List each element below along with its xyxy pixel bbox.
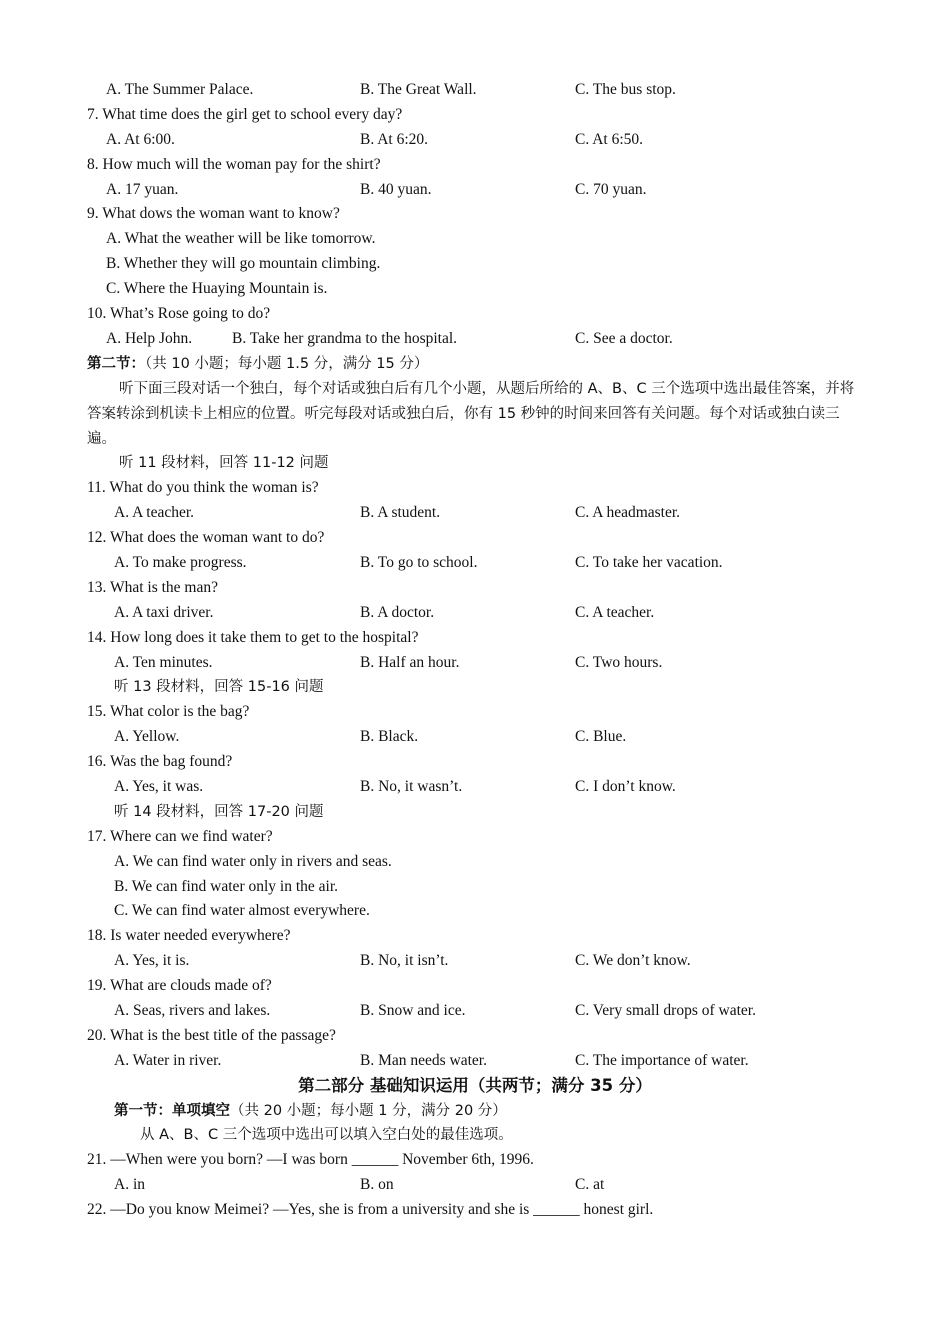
q15-options bbox=[0, 725, 950, 750]
q21-options bbox=[0, 1173, 950, 1198]
q19-option-b: B. Snow and ice. bbox=[360, 1002, 466, 1019]
q8-text: 8. How much will the woman pay for the shirt? bbox=[87, 155, 381, 173]
q8-option-a: A. 17 yuan. bbox=[106, 180, 179, 198]
q14-option-c: C. Two hours. bbox=[575, 653, 663, 671]
q12-text: 12. What does the woman want to do? bbox=[87, 529, 325, 547]
q8-options bbox=[0, 178, 950, 203]
q21-text: 21. —When were you born? —I was born ______ November 6th, 1996. bbox=[87, 1151, 534, 1169]
part2-section1-header bbox=[0, 1099, 950, 1124]
part2-section1-instruction: 从 A、B、C 三个选项中选出可以填入空白处的最佳选项。 bbox=[140, 1127, 513, 1144]
section2-instruction bbox=[0, 377, 950, 452]
part2-title: 第二部分 基础知识运用（共两节；满分 35 分） bbox=[298, 1075, 652, 1095]
q20-option-c: C. The importance of water. bbox=[575, 1051, 749, 1069]
q18-option-a: A. Yes, it is. bbox=[114, 952, 190, 970]
q8-option-b: B. 40 yuan. bbox=[360, 180, 432, 198]
q13-option-c: C. A teacher. bbox=[575, 603, 655, 621]
q13-options bbox=[0, 601, 950, 626]
q7-option-c: C. At 6:50. bbox=[575, 130, 644, 148]
q14-text: 14. How long does it take them to get to the hospital? bbox=[87, 628, 419, 646]
q6-options bbox=[0, 78, 950, 103]
q21-option-b: B. on bbox=[360, 1176, 394, 1194]
q11-option-c: C. A headmaster. bbox=[575, 504, 681, 522]
q14-option-b: B. Half an hour. bbox=[360, 653, 460, 671]
q8-option-c: C. 70 yuan. bbox=[575, 180, 647, 198]
q11-text: 11. What do you think the woman is? bbox=[87, 479, 319, 497]
q14-options bbox=[0, 651, 950, 676]
exam-page bbox=[0, 78, 950, 1223]
q9-option-b: B. Whether they will go mountain climbing. bbox=[106, 255, 381, 273]
q12-option-a: A. To make progress. bbox=[114, 553, 247, 571]
q16-option-b: B. No, it wasn’t. bbox=[360, 777, 463, 795]
q7-options bbox=[0, 128, 950, 153]
q7-option-a: A. At 6:00. bbox=[106, 130, 175, 148]
listen-14-note: 听 14 段材料，回答 17-20 问题 bbox=[114, 803, 324, 820]
section2-meta: （共 10 小题；每小题 1.5 分，满分 15 分） bbox=[145, 355, 429, 372]
q12-option-b: B. To go to school. bbox=[360, 553, 478, 571]
q18-options bbox=[0, 949, 950, 974]
q20-options bbox=[0, 1049, 950, 1074]
q17-option-b: B. We can find water only in the air. bbox=[114, 877, 339, 895]
q11-option-b: B. A student. bbox=[360, 504, 441, 522]
q11-option-a: A. A teacher. bbox=[114, 504, 195, 522]
q9-option-a: A. What the weather will be like tomorrow. bbox=[106, 230, 376, 248]
q7-text: 7. What time does the girl get to school every day? bbox=[87, 105, 403, 123]
q17-option-a: A. We can find water only in rivers and seas. bbox=[114, 852, 392, 870]
listen-11-note: 听 11 段材料，回答 11-12 问题 bbox=[119, 455, 329, 472]
q16-option-a: A. Yes, it was. bbox=[114, 777, 204, 795]
q10-option-b: B. Take her grandma to the hospital. bbox=[232, 329, 458, 347]
q10-text: 10. What’s Rose going to do? bbox=[87, 305, 271, 323]
q20-option-b: B. Man needs water. bbox=[360, 1051, 487, 1069]
q16-text: 16. Was the bag found? bbox=[87, 753, 233, 771]
q21-option-c: C. at bbox=[575, 1176, 605, 1194]
q13-text: 13. What is the man? bbox=[87, 578, 219, 596]
q13-option-a: A. A taxi driver. bbox=[114, 603, 214, 621]
q13-option-b: B. A doctor. bbox=[360, 603, 435, 621]
q14-option-a: A. Ten minutes. bbox=[114, 653, 213, 671]
q12-option-c: C. To take her vacation. bbox=[575, 553, 723, 571]
q10-option-a: A. Help John. bbox=[106, 329, 193, 347]
q6-option-b: B. The Great Wall. bbox=[360, 81, 477, 98]
listen-13-note: 听 13 段材料，回答 15-16 问题 bbox=[114, 679, 324, 696]
q16-options bbox=[0, 775, 950, 800]
q15-text: 15. What color is the bag? bbox=[87, 703, 250, 721]
q9-option-c: C. Where the Huaying Mountain is. bbox=[106, 280, 328, 298]
section2-title: 第二节： bbox=[87, 355, 145, 372]
q17-text: 17. Where can we find water? bbox=[87, 827, 273, 845]
q20-option-a: A. Water in river. bbox=[114, 1051, 222, 1069]
part2-section1-title: 第一节：单项填空 bbox=[114, 1102, 230, 1119]
q22-text: 22. —Do you know Meimei? —Yes, she is from a university and she is ______ honest girl. bbox=[87, 1201, 654, 1219]
section2-header bbox=[0, 352, 950, 377]
q19-options bbox=[0, 999, 950, 1024]
q19-option-c: C. Very small drops of water. bbox=[575, 1002, 756, 1019]
q18-text: 18. Is water needed everywhere? bbox=[87, 927, 291, 945]
q11-options bbox=[0, 501, 950, 526]
q17-option-c: C. We can find water almost everywhere. bbox=[114, 902, 370, 920]
q15-option-a: A. Yellow. bbox=[114, 728, 180, 746]
q9-text: 9. What dows the woman want to know? bbox=[87, 205, 340, 223]
q15-option-c: C. Blue. bbox=[575, 728, 627, 746]
q21-option-a: A. in bbox=[114, 1176, 145, 1194]
q12-options bbox=[0, 551, 950, 576]
q18-option-b: B. No, it isn’t. bbox=[360, 952, 449, 970]
q6-option-a: A. The Summer Palace. bbox=[106, 81, 254, 98]
part2-section1-meta: （共 20 小题；每小题 1 分，满分 20 分） bbox=[230, 1102, 507, 1119]
q10-option-c: C. See a doctor. bbox=[575, 329, 673, 347]
section2-instruction-text: 听下面三段对话一个独白，每个对话或独白后有几个小题，从题后所给的 A、B、C 三个选项中选出最佳答案，并将答案转涂到机读卡上相应的位置。听完每段对话或独白后，你有 15 秒钟的时间来回答有关问题。每个对话或独白读三遍。 bbox=[87, 380, 855, 447]
q16-option-c: C. I don’t know. bbox=[575, 777, 676, 795]
q15-option-b: B. Black. bbox=[360, 728, 419, 746]
q19-text: 19. What are clouds made of? bbox=[87, 977, 272, 995]
q20-text: 20. What is the best title of the passage? bbox=[87, 1026, 336, 1044]
q7-option-b: B. At 6:20. bbox=[360, 130, 429, 148]
q18-option-c: C. We don’t know. bbox=[575, 952, 691, 970]
q10-options bbox=[0, 327, 950, 352]
q19-option-a: A. Seas, rivers and lakes. bbox=[114, 1002, 271, 1019]
q6-option-c: C. The bus stop. bbox=[575, 81, 676, 98]
